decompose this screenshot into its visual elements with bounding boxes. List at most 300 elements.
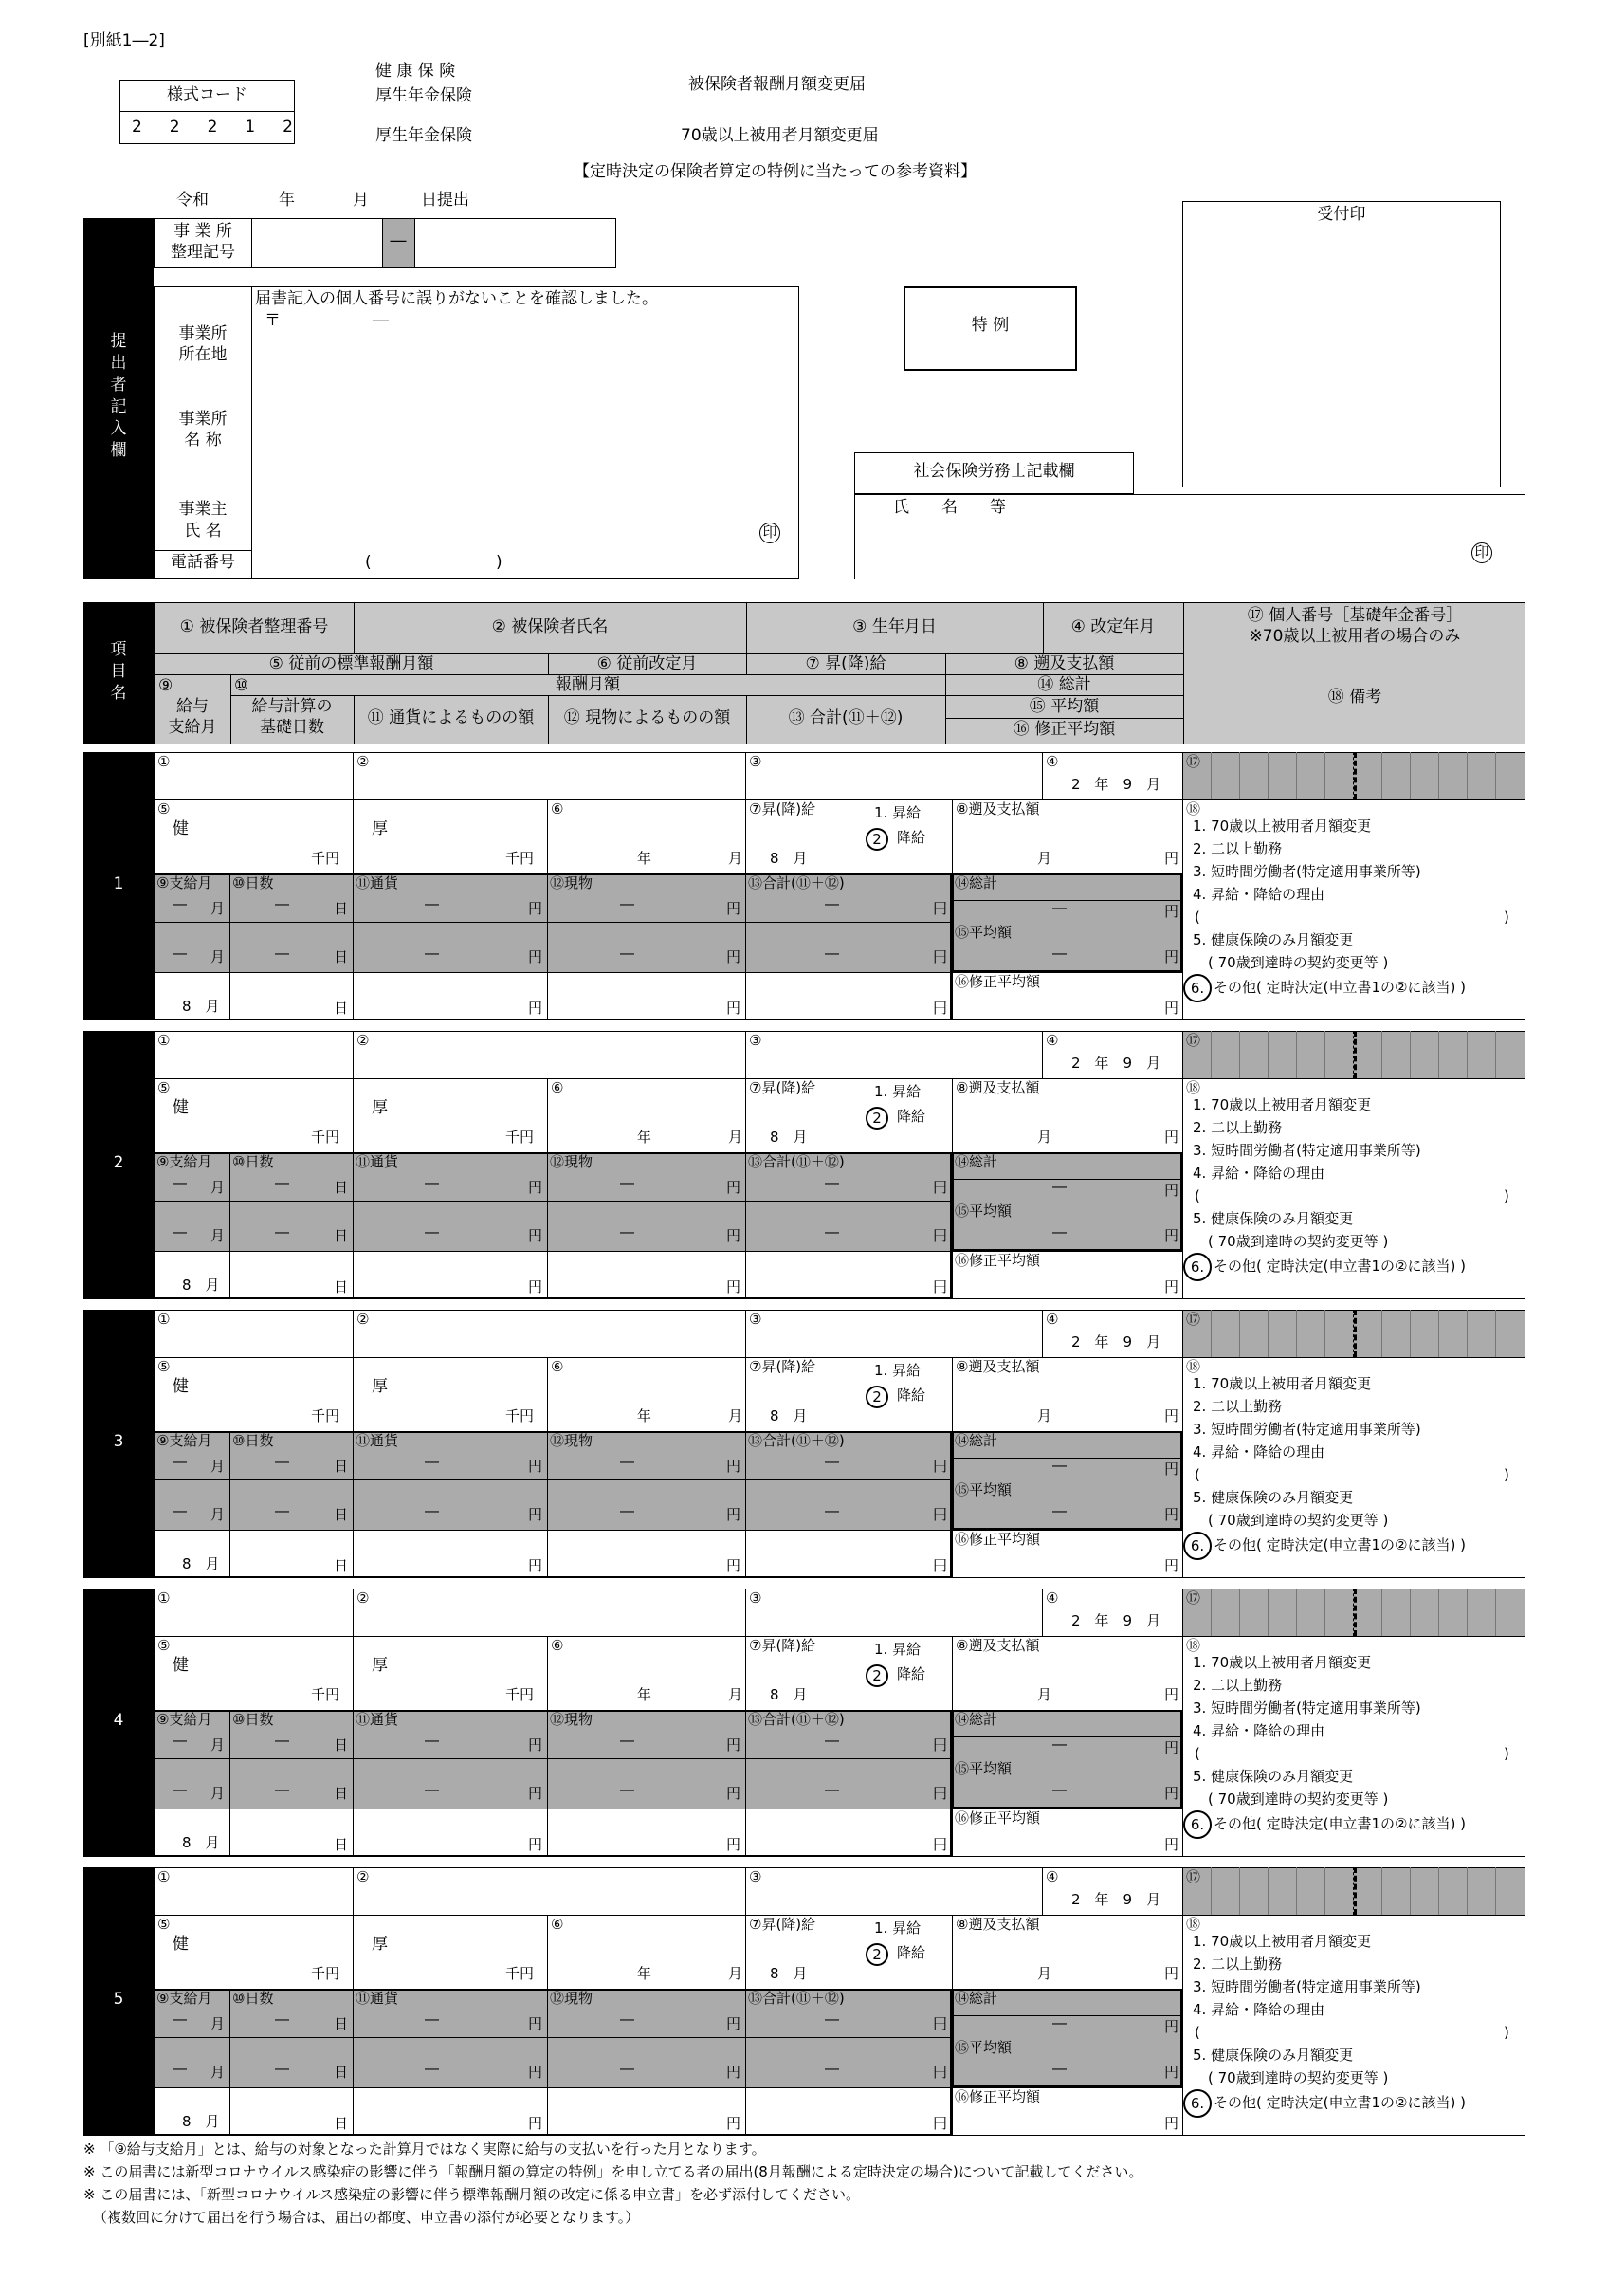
sum-dash[interactable]: ― (825, 895, 839, 912)
unit-month: 月 (210, 1458, 226, 1475)
code-digit: 2 (207, 118, 218, 137)
prev-standard-kosei[interactable]: 厚 (372, 819, 388, 838)
unit-yen: 円 (933, 1278, 948, 1295)
field-revision-month[interactable]: 2 年 9 月 (1071, 1612, 1161, 1629)
remark-six-circled[interactable]: 6. (1183, 2089, 1212, 2118)
pay-month-august[interactable]: 8 月 (182, 2113, 220, 2130)
pay-month-dash[interactable]: ― (173, 1223, 187, 1240)
in-kind-dash[interactable]: ― (620, 1502, 634, 1519)
unit-yen: 円 (933, 1506, 948, 1523)
field-revision-month[interactable]: 2 年 9 月 (1071, 776, 1161, 793)
prev-revision-month[interactable]: 月 (728, 1965, 743, 1982)
cash-dash[interactable]: ― (425, 1732, 439, 1749)
field-revision-month[interactable]: 2 年 9 月 (1071, 1055, 1161, 1072)
prev-revision-num: ⑥ (551, 1637, 564, 1654)
sharoushi-name-label: 氏 名 等 (893, 498, 1006, 517)
prev-revision-month[interactable]: 月 (728, 850, 743, 867)
prev-revision-month[interactable]: 月 (728, 1686, 743, 1703)
sum-dash[interactable]: ― (825, 2060, 839, 2077)
row-number: 2 (113, 1153, 124, 1172)
in-kind-dash[interactable]: ― (620, 945, 634, 962)
raise-cut-month[interactable]: 8 月 (770, 1407, 808, 1424)
cash-dash[interactable]: ― (425, 945, 439, 962)
remark-option[interactable]: 4. 昇給・降給の理由 (1193, 1722, 1325, 1739)
remark-option[interactable]: 4. 昇給・降給の理由 (1193, 1443, 1325, 1460)
header-prev-revision: ⑥ 従前改定月 (596, 654, 698, 673)
in-kind-dash[interactable]: ― (620, 1174, 634, 1191)
field-insured-name[interactable]: ② (356, 1589, 370, 1607)
remark-option-other[interactable]: その他( 定時決定(申立書1の②に該当) ) (1214, 2094, 1466, 2111)
row-number-bar (83, 752, 154, 1020)
office-number-box (154, 218, 616, 268)
header-adjusted-average: ⑯ 修正平均額 (1013, 720, 1116, 739)
total-dash[interactable]: ― (1052, 1736, 1067, 1753)
retro-pay-month[interactable]: 月 (1037, 1407, 1052, 1424)
cash-dash[interactable]: ― (425, 2011, 439, 2028)
unit-yen: 円 (726, 1506, 741, 1523)
prev-revision-num: ⑥ (551, 1358, 564, 1375)
average-dash[interactable]: ― (1052, 1781, 1067, 1798)
remark-option[interactable]: 5. 健康保険のみ月額変更 (1193, 2047, 1354, 2064)
cash-dash[interactable]: ― (425, 1174, 439, 1191)
form-reference: [別紙1―2] (83, 31, 165, 50)
remark-option[interactable]: 3. 短時間労働者(特定適用事業所等) (1193, 1421, 1421, 1438)
remarks-num: ⑱ (1186, 800, 1201, 817)
field-revision-month-num: ④ (1046, 1032, 1059, 1049)
pay-month-dash[interactable]: ― (173, 1781, 187, 1798)
prev-standard-kosei[interactable]: 厚 (372, 1935, 388, 1954)
header-retro-pay: ⑧ 遡及支払額 (1014, 654, 1115, 673)
unit-yen: 円 (1164, 1506, 1179, 1523)
unit-thousand-yen: 千円 (505, 1407, 535, 1424)
pay-month-august[interactable]: 8 月 (182, 998, 220, 1015)
average-dash[interactable]: ― (1052, 1502, 1067, 1519)
field-insured-name[interactable]: ② (356, 1311, 370, 1328)
remark-option[interactable]: 1. 70歳以上被用者月額変更 (1193, 1375, 1372, 1392)
remark-option-other[interactable]: その他( 定時決定(申立書1の②に該当) ) (1214, 979, 1466, 996)
pay-month-august[interactable]: 8 月 (182, 1277, 220, 1294)
remark-option[interactable]: 3. 短時間労働者(特定適用事業所等) (1193, 1978, 1421, 1995)
sum-label: ⑬合計(⑪＋⑫) (748, 1432, 845, 1449)
insured-row (0, 1310, 1607, 1578)
unit-yen: 円 (726, 1836, 741, 1853)
unit-thousand-yen: 千円 (311, 1686, 340, 1703)
prev-revision-year[interactable]: 年 (637, 1129, 652, 1146)
sharoushi-box (854, 494, 1525, 579)
pay-month-dash[interactable]: ― (173, 2060, 187, 2077)
retro-pay-month[interactable]: 月 (1037, 1965, 1052, 1982)
prev-standard-kenpo[interactable]: 健 (173, 1098, 189, 1117)
remark-option[interactable]: 5. 健康保険のみ月額変更 (1193, 1489, 1354, 1506)
footnote: ※ この届書には新型コロナウイルス感染症の影響に伴う「報酬月額の算定の特例」を申し立てる者の届出(8月報酬による定時決定の場合)について記載してください。 (83, 2163, 1143, 2180)
remark-option-other[interactable]: その他( 定時決定(申立書1の②に該当) ) (1214, 1536, 1466, 1553)
unit-yen: 円 (528, 900, 543, 917)
retro-pay-month[interactable]: 月 (1037, 1686, 1052, 1703)
unit-month: 月 (210, 1179, 226, 1196)
remark-option-sub: ( 70歳到達時の契約変更等 ) (1208, 2069, 1389, 2086)
field-insured-number[interactable]: ① (157, 1589, 171, 1607)
adjusted-average-label: ⑯修正平均額 (955, 1809, 1041, 1827)
remark-six-circled[interactable]: 6. (1183, 974, 1212, 1002)
pay-month-dash[interactable]: ― (173, 1174, 187, 1191)
raise-cut-month[interactable]: 8 月 (770, 1686, 808, 1703)
remark-option[interactable]: 2. 二以上勤務 (1193, 1956, 1283, 1973)
row-number: 3 (113, 1432, 124, 1451)
days-dash[interactable]: ― (275, 1453, 289, 1470)
remark-paren-open: ( (1195, 1745, 1200, 1762)
remark-option[interactable]: 2. 二以上勤務 (1193, 1677, 1283, 1694)
base-days-label: ⑩日数 (232, 1153, 274, 1170)
remarks-num: ⑱ (1186, 1637, 1201, 1654)
pay-month-august[interactable]: 8 月 (182, 1555, 220, 1572)
option-raise[interactable]: 1. 昇給 (874, 1641, 922, 1658)
remark-paren-close: ) (1504, 2024, 1509, 2041)
in-kind-dash[interactable]: ― (620, 895, 634, 912)
unit-yen: 円 (1164, 2064, 1179, 2081)
unit-thousand-yen: 千円 (505, 1129, 535, 1146)
field-birthdate[interactable]: ③ (749, 1032, 762, 1049)
prev-revision-year[interactable]: 年 (637, 850, 652, 867)
date-era: 令和 (176, 191, 209, 210)
remark-option[interactable]: 5. 健康保険のみ月額変更 (1193, 1768, 1354, 1785)
remark-option[interactable]: 1. 70歳以上被用者月額変更 (1193, 817, 1372, 835)
remark-paren-close: ) (1504, 1466, 1509, 1483)
field-insured-number[interactable]: ① (157, 1868, 171, 1885)
prev-standard-kosei[interactable]: 厚 (372, 1377, 388, 1396)
unit-month: 月 (210, 1506, 226, 1523)
option-cut-circled-number[interactable]: 2 (866, 1107, 888, 1130)
sum-label: ⑬合計(⑪＋⑫) (748, 1990, 845, 2007)
pay-month-label: ⑨支給月 (156, 1153, 212, 1170)
option-raise[interactable]: 1. 昇給 (874, 1919, 922, 1937)
unit-yen: 円 (726, 1227, 741, 1244)
average-dash[interactable]: ― (1052, 2060, 1067, 2077)
total-label: ⑭総計 (955, 1990, 998, 2007)
field-birthdate[interactable]: ③ (749, 1868, 762, 1885)
average-dash[interactable]: ― (1052, 1223, 1067, 1240)
prev-revision-month[interactable]: 月 (728, 1407, 743, 1424)
remark-option[interactable]: 3. 短時間労働者(特定適用事業所等) (1193, 1142, 1421, 1159)
pay-month-dash[interactable]: ― (173, 1732, 187, 1749)
remark-option-other[interactable]: その他( 定時決定(申立書1の②に該当) ) (1214, 1258, 1466, 1275)
unit-day: 日 (334, 1557, 349, 1574)
raise-cut-label: ⑦昇(降)給 (749, 1079, 816, 1096)
unit-month: 月 (210, 948, 226, 965)
prev-standard-kosei[interactable]: 厚 (372, 1656, 388, 1675)
unit-yen: 円 (726, 1557, 741, 1574)
header-base-days-1: 給与計算の (251, 697, 333, 716)
field-insured-number[interactable]: ① (157, 753, 171, 770)
remarks-num: ⑱ (1186, 1079, 1201, 1096)
cash-label: ⑪通貨 (356, 1711, 399, 1728)
remark-paren-open: ( (1195, 1466, 1200, 1483)
cash-dash[interactable]: ― (425, 1223, 439, 1240)
unit-yen: 円 (528, 2115, 543, 2132)
remark-option[interactable]: 2. 二以上勤務 (1193, 840, 1283, 857)
unit-month: 月 (210, 1785, 226, 1802)
remark-option[interactable]: 5. 健康保険のみ月額変更 (1193, 1210, 1354, 1227)
unit-yen: 円 (933, 1458, 948, 1475)
unit-yen: 円 (726, 1785, 741, 1802)
option-raise[interactable]: 1. 昇給 (874, 804, 922, 821)
prev-revision-month[interactable]: 月 (728, 1129, 743, 1146)
prev-standard-kenpo[interactable]: 健 (173, 1656, 189, 1675)
unit-yen: 円 (1164, 1407, 1179, 1424)
in-kind-dash[interactable]: ― (620, 1223, 634, 1240)
retro-pay-month[interactable]: 月 (1037, 1129, 1052, 1146)
raise-cut-month[interactable]: 8 月 (770, 1129, 808, 1146)
unit-yen: 円 (726, 948, 741, 965)
unit-day: 日 (334, 1000, 349, 1017)
pay-month-dash[interactable]: ― (173, 895, 187, 912)
cash-dash[interactable]: ― (425, 895, 439, 912)
unit-thousand-yen: 千円 (311, 1965, 340, 1982)
cash-label: ⑪通貨 (356, 874, 399, 891)
field-insured-number[interactable]: ① (157, 1032, 171, 1049)
header-birthdate: ③ 生年月日 (852, 617, 937, 636)
date-submitted: 日提出 (421, 191, 469, 210)
unit-day: 日 (334, 1278, 349, 1295)
footnote: （複数回に分けて届出を行う場合は、届出の都度、申立書の添付が必要となります。） (93, 2209, 640, 2226)
pay-month-dash[interactable]: ― (173, 1502, 187, 1519)
field-insured-name[interactable]: ② (356, 753, 370, 770)
remark-paren-close: ) (1504, 1187, 1509, 1204)
remark-option[interactable]: 1. 70歳以上被用者月額変更 (1193, 1096, 1372, 1113)
footnote: ※ この届書には、「新型コロナウイルス感染症の影響に伴う標準報酬月額の改定に係る申立書」を必ず添付してください。 (83, 2186, 860, 2203)
days-dash[interactable]: ― (275, 2060, 289, 2077)
code-digit: 2 (132, 118, 142, 137)
prev-revision-year[interactable]: 年 (637, 1686, 652, 1703)
option-cut-circled-number[interactable]: 2 (866, 1943, 888, 1966)
remark-option[interactable]: 2. 二以上勤務 (1193, 1398, 1283, 1415)
sum-dash[interactable]: ― (825, 1502, 839, 1519)
header-raise-cut: ⑦ 昇(降)給 (805, 654, 886, 673)
cash-dash[interactable]: ― (425, 1781, 439, 1798)
row-number-bar (83, 1867, 154, 2136)
field-insured-name[interactable]: ② (356, 1032, 370, 1049)
option-cut[interactable]: 降給 (897, 829, 926, 846)
days-dash[interactable]: ― (275, 1781, 289, 1798)
owner-label-1: 事業主 (178, 500, 228, 519)
unit-day: 日 (334, 900, 349, 917)
prev-standard-kenpo[interactable]: 健 (173, 819, 189, 838)
sum-dash[interactable]: ― (825, 1732, 839, 1749)
remark-six-circled[interactable]: 6. (1183, 1532, 1212, 1560)
prev-revision-year[interactable]: 年 (637, 1965, 652, 1982)
field-insured-number[interactable]: ① (157, 1311, 171, 1328)
office-number-dash: ― (390, 231, 407, 250)
days-dash[interactable]: ― (275, 1223, 289, 1240)
pay-month-dash[interactable]: ― (173, 2011, 187, 2028)
header-prev-standard: ⑤ 従前の標準報酬月額 (268, 654, 434, 673)
header-pay-month-2: 支給月 (168, 718, 217, 737)
mynumber-confirm-note: 届書記入の個人番号に誤りがないことを確認しました。 (255, 289, 658, 308)
remark-six-circled[interactable]: 6. (1183, 1810, 1212, 1839)
option-cut[interactable]: 降給 (897, 1665, 926, 1682)
sharoushi-label-box (854, 452, 1134, 494)
header-monthly-pay: 報酬月額 (556, 675, 620, 694)
unit-yen: 円 (528, 1000, 543, 1017)
average-dash[interactable]: ― (1052, 945, 1067, 962)
days-dash[interactable]: ― (275, 1502, 289, 1519)
in-kind-dash[interactable]: ― (620, 1732, 634, 1749)
unit-yen: 円 (1164, 1278, 1179, 1295)
field-birthdate[interactable]: ③ (749, 753, 762, 770)
unit-yen: 円 (933, 1836, 948, 1853)
field-birthdate[interactable]: ③ (749, 1311, 762, 1328)
total-dash[interactable]: ― (1052, 899, 1067, 916)
in-kind-label: ⑫現物 (550, 1990, 593, 2007)
pay-month-dash[interactable]: ― (173, 1453, 187, 1470)
in-kind-dash[interactable]: ― (620, 2011, 634, 2028)
header-insured-name: ② 被保険者氏名 (491, 617, 609, 636)
raise-cut-month[interactable]: 8 月 (770, 850, 808, 867)
cash-dash[interactable]: ― (425, 1502, 439, 1519)
days-dash[interactable]: ― (275, 945, 289, 962)
unit-day: 日 (334, 1836, 349, 1853)
option-cut-circled-number[interactable]: 2 (866, 1664, 888, 1687)
unit-month: 月 (210, 2015, 226, 2032)
remark-option-sub: ( 70歳到達時の契約変更等 ) (1208, 1512, 1389, 1529)
in-kind-dash[interactable]: ― (620, 2060, 634, 2077)
unit-yen: 円 (528, 1557, 543, 1574)
prev-revision-num: ⑥ (551, 1916, 564, 1933)
days-dash[interactable]: ― (275, 895, 289, 912)
field-personal-number[interactable]: ⑰ (1186, 753, 1201, 770)
option-cut-circled-number[interactable]: 2 (866, 828, 888, 851)
remark-option[interactable]: 1. 70歳以上被用者月額変更 (1193, 1654, 1372, 1671)
pay-month-august[interactable]: 8 月 (182, 1834, 220, 1851)
remark-option[interactable]: 1. 70歳以上被用者月額変更 (1193, 1933, 1372, 1950)
field-personal-number[interactable]: ⑰ (1186, 1032, 1201, 1049)
unit-yen: 円 (1164, 2018, 1179, 2035)
remark-option[interactable]: 2. 二以上勤務 (1193, 1119, 1283, 1136)
in-kind-label: ⑫現物 (550, 1153, 593, 1170)
days-dash[interactable]: ― (275, 1174, 289, 1191)
cash-dash[interactable]: ― (425, 1453, 439, 1470)
remark-paren-open: ( (1195, 1187, 1200, 1204)
sum-dash[interactable]: ― (825, 2011, 839, 2028)
retro-pay-label: ⑧遡及支払額 (956, 1637, 1040, 1654)
unit-thousand-yen: 千円 (311, 850, 340, 867)
remark-option-other[interactable]: その他( 定時決定(申立書1の②に該当) ) (1214, 1815, 1466, 1832)
cash-dash[interactable]: ― (425, 2060, 439, 2077)
unit-yen: 円 (933, 1227, 948, 1244)
row-number: 4 (113, 1711, 124, 1730)
unit-yen: 円 (528, 1736, 543, 1754)
option-cut-circled-number[interactable]: 2 (866, 1386, 888, 1408)
unit-yen: 円 (933, 1557, 948, 1574)
remark-option[interactable]: 4. 昇給・降給の理由 (1193, 2001, 1325, 2018)
total-dash[interactable]: ― (1052, 1457, 1067, 1474)
field-birthdate[interactable]: ③ (749, 1589, 762, 1607)
unit-yen: 円 (1164, 850, 1179, 867)
option-cut[interactable]: 降給 (897, 1944, 926, 1961)
unit-yen: 円 (933, 2115, 948, 2132)
remarks-num: ⑱ (1186, 1358, 1201, 1375)
header-total: ⑭ 総計 (1037, 675, 1091, 694)
field-revision-month[interactable]: 2 年 9 月 (1071, 1891, 1161, 1908)
field-insured-name[interactable]: ② (356, 1868, 370, 1885)
unit-day: 日 (334, 1458, 349, 1475)
sum-dash[interactable]: ― (825, 1453, 839, 1470)
remark-option[interactable]: 3. 短時間労働者(特定適用事業所等) (1193, 863, 1421, 880)
unit-yen: 円 (528, 1179, 543, 1196)
total-dash[interactable]: ― (1052, 1178, 1067, 1195)
header-pay-month-num: ⑨ (158, 676, 173, 695)
prev-standard-kenpo[interactable]: 健 (173, 1935, 189, 1954)
unit-thousand-yen: 千円 (505, 1686, 535, 1703)
row-number: 5 (113, 1990, 124, 2009)
option-cut[interactable]: 降給 (897, 1387, 926, 1404)
prev-revision-num: ⑥ (551, 800, 564, 817)
raise-cut-label: ⑦昇(降)給 (749, 800, 816, 817)
retro-pay-month[interactable]: 月 (1037, 850, 1052, 867)
option-cut[interactable]: 降給 (897, 1108, 926, 1125)
remark-option[interactable]: 3. 短時間労働者(特定適用事業所等) (1193, 1699, 1421, 1717)
prev-standard-kenpo[interactable]: 健 (173, 1377, 189, 1396)
sum-label: ⑬合計(⑪＋⑫) (748, 1711, 845, 1728)
remark-option[interactable]: 4. 昇給・降給の理由 (1193, 886, 1325, 903)
unit-yen: 円 (1164, 1227, 1179, 1244)
retro-pay-label: ⑧遡及支払額 (956, 1079, 1040, 1096)
remark-six-circled[interactable]: 6. (1183, 1253, 1212, 1281)
total-label: ⑭総計 (955, 1153, 998, 1170)
base-days-label: ⑩日数 (232, 1711, 274, 1728)
prev-revision-year[interactable]: 年 (637, 1407, 652, 1424)
days-dash[interactable]: ― (275, 1732, 289, 1749)
unit-yen: 円 (1164, 1129, 1179, 1146)
header-personal-number-note: ※70歳以上被用者の場合のみ (1249, 627, 1461, 646)
field-personal-number[interactable]: ⑰ (1186, 1589, 1201, 1607)
pay-month-dash[interactable]: ― (173, 945, 187, 962)
insured-row (0, 1867, 1607, 2136)
adjusted-average-label: ⑯修正平均額 (955, 973, 1041, 990)
unit-day: 日 (334, 2115, 349, 2132)
unit-yen: 円 (528, 1458, 543, 1475)
unit-thousand-yen: 千円 (311, 1407, 340, 1424)
remark-option[interactable]: 5. 健康保険のみ月額変更 (1193, 931, 1354, 948)
form-code-box (119, 80, 295, 144)
owner-seal-mark: 印 (759, 523, 780, 543)
sum-dash[interactable]: ― (825, 945, 839, 962)
total-dash[interactable]: ― (1052, 2014, 1067, 2031)
in-kind-dash[interactable]: ― (620, 1453, 634, 1470)
option-raise[interactable]: 1. 昇給 (874, 1083, 922, 1100)
days-dash[interactable]: ― (275, 2011, 289, 2028)
prev-standard-kosei[interactable]: 厚 (372, 1098, 388, 1117)
raise-cut-month[interactable]: 8 月 (770, 1965, 808, 1982)
raise-cut-label: ⑦昇(降)給 (749, 1358, 816, 1375)
pay-month-label: ⑨支給月 (156, 1432, 212, 1449)
field-personal-number[interactable]: ⑰ (1186, 1868, 1201, 1885)
sum-dash[interactable]: ― (825, 1781, 839, 1798)
insurance-kosei: 厚生年金保険 (375, 86, 472, 105)
remark-option[interactable]: 4. 昇給・降給の理由 (1193, 1165, 1325, 1182)
unit-day: 日 (334, 1227, 349, 1244)
sum-dash[interactable]: ― (825, 1223, 839, 1240)
tokurei-box (904, 286, 1077, 371)
option-raise[interactable]: 1. 昇給 (874, 1362, 922, 1379)
unit-yen: 円 (726, 1458, 741, 1475)
insured-row (0, 752, 1607, 1020)
unit-day: 日 (334, 948, 349, 965)
prev-revision-num: ⑥ (551, 1079, 564, 1096)
field-personal-number[interactable]: ⑰ (1186, 1311, 1201, 1328)
in-kind-dash[interactable]: ― (620, 1781, 634, 1798)
sum-dash[interactable]: ― (825, 1174, 839, 1191)
field-revision-month[interactable]: 2 年 9 月 (1071, 1333, 1161, 1350)
